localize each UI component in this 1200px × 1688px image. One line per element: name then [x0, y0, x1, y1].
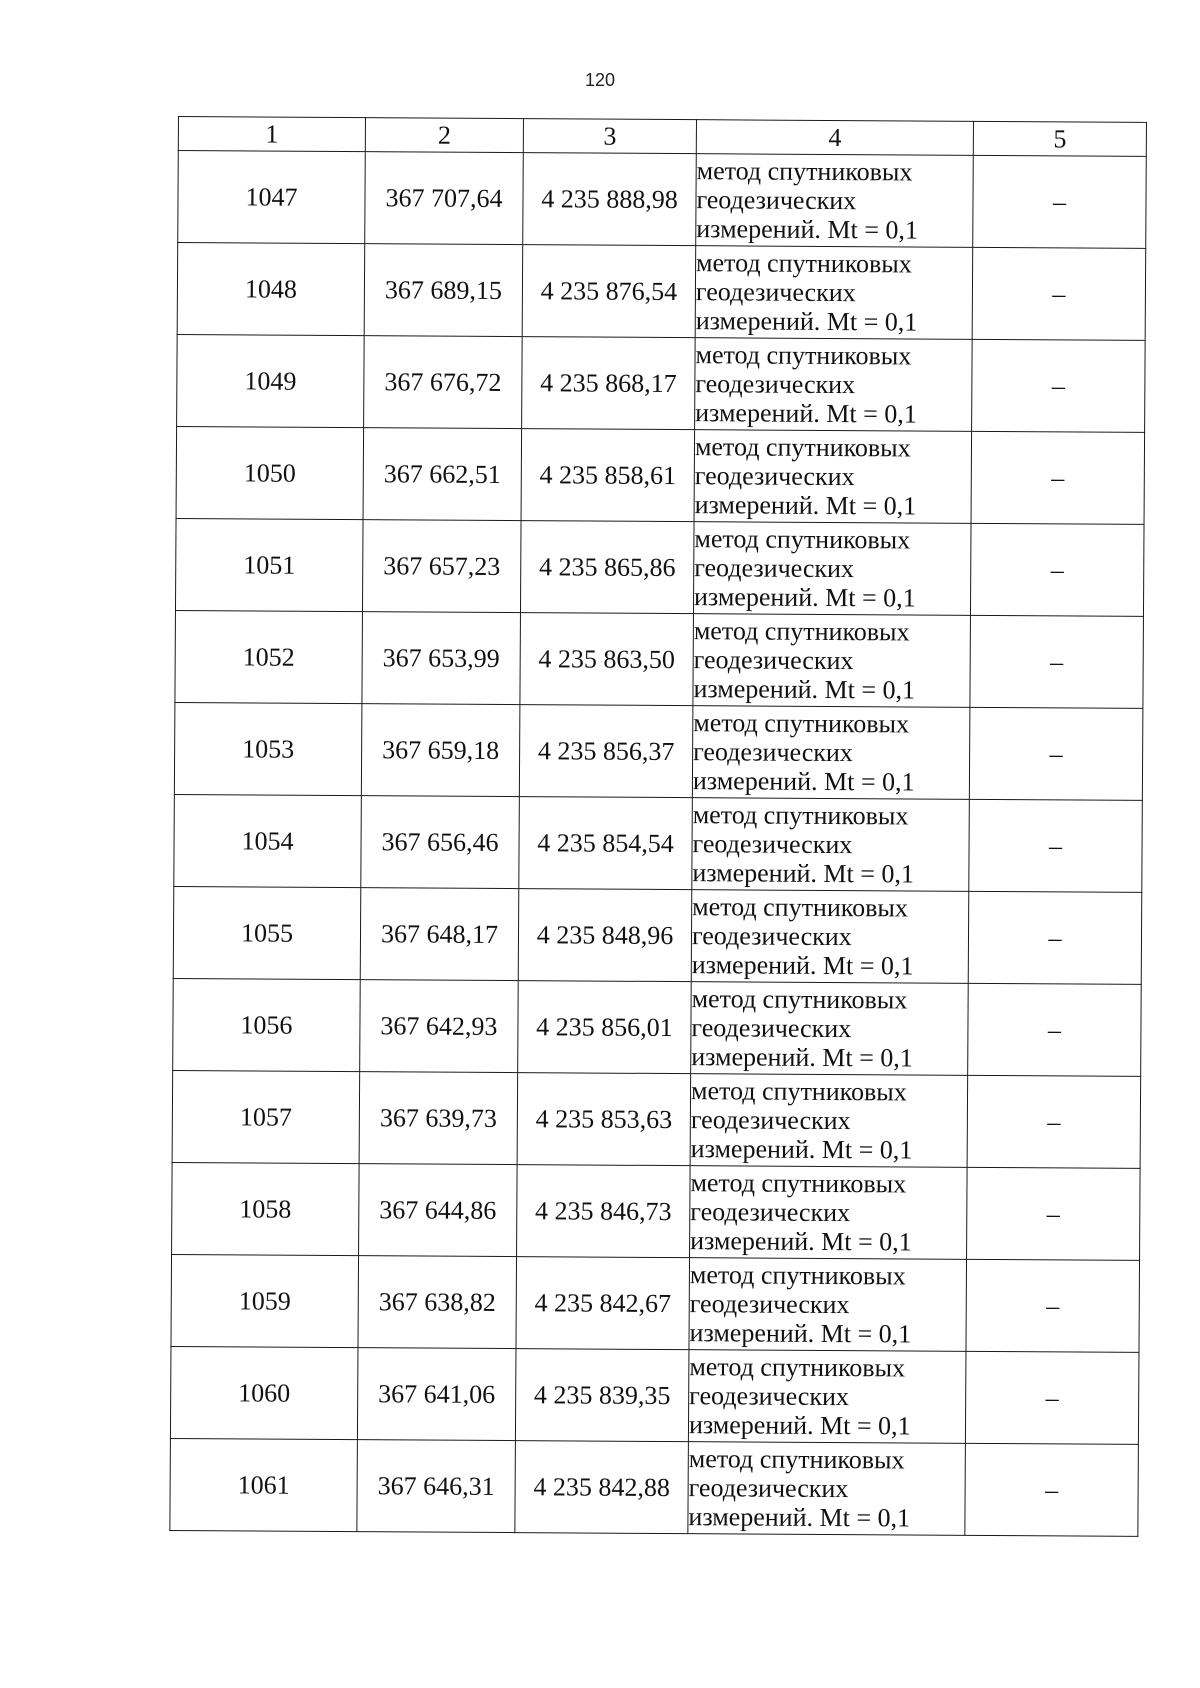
table-row [178, 151, 1147, 249]
point-number-cell: 1052 [175, 610, 363, 703]
point-number-cell: 1053 [174, 702, 362, 795]
point-number-cell: 1059 [171, 1254, 359, 1347]
y-coordinate-cell: 4 235 865,86 [520, 521, 694, 614]
method-cell: метод спутниковых геодезических измерений. Mt = 0,1 [691, 890, 969, 984]
table-body [170, 151, 1146, 1537]
method-cell: метод спутниковых геодезических измерений. Mt = 0,1 [689, 1258, 967, 1352]
y-coordinate-cell: 4 235 846,73 [517, 1165, 691, 1258]
x-coordinate-cell: 367 676,72 [364, 336, 523, 429]
method-cell: метод спутниковых геодезических измерений. Mt = 0,1 [696, 154, 974, 248]
point-number-cell: 1054 [174, 794, 362, 887]
column-header-method: 4 [696, 120, 973, 156]
method-cell: метод спутниковых геодезических измерений. Mt = 0,1 [693, 614, 971, 708]
mark-cell: – [968, 983, 1142, 1076]
x-coordinate-cell: 367 642,93 [360, 980, 519, 1073]
mark-cell: – [968, 891, 1142, 984]
point-number-cell: 1061 [170, 1438, 358, 1531]
table-row [176, 426, 1145, 524]
x-coordinate-cell: 367 638,82 [358, 1256, 517, 1349]
table-row [175, 610, 1144, 708]
y-coordinate-cell: 4 235 888,98 [523, 153, 697, 246]
x-coordinate-cell: 367 641,06 [357, 1348, 516, 1441]
column-header-mark: 5 [973, 121, 1146, 156]
y-coordinate-cell: 4 235 868,17 [522, 337, 696, 430]
y-coordinate-cell: 4 235 858,61 [521, 429, 695, 522]
point-number-cell: 1055 [173, 886, 361, 979]
x-coordinate-cell: 367 646,31 [357, 1440, 516, 1533]
table-row [171, 1254, 1140, 1352]
column-header-point-number: 1 [178, 117, 365, 152]
table-row [172, 1070, 1141, 1168]
table-row [173, 886, 1142, 984]
mark-cell: – [972, 247, 1146, 340]
method-cell: метод спутниковых геодезических измерений. Mt = 0,1 [688, 1442, 966, 1536]
y-coordinate-cell: 4 235 853,63 [517, 1073, 691, 1166]
table-row [177, 334, 1146, 432]
y-coordinate-cell: 4 235 876,54 [522, 245, 696, 338]
y-coordinate-cell: 4 235 839,35 [515, 1349, 689, 1442]
point-number-cell: 1050 [176, 426, 364, 519]
x-coordinate-cell: 367 653,99 [362, 612, 521, 705]
point-number-cell: 1057 [172, 1070, 360, 1163]
x-coordinate-cell: 367 648,17 [360, 888, 519, 981]
mark-cell: – [967, 1075, 1141, 1168]
point-number-cell: 1060 [170, 1346, 358, 1439]
method-cell: метод спутниковых геодезических измерений. Mt = 0,1 [694, 430, 972, 524]
table-row [170, 1346, 1139, 1444]
point-number-cell: 1049 [177, 334, 365, 427]
x-coordinate-cell: 367 689,15 [364, 244, 523, 337]
mark-cell: – [971, 431, 1145, 524]
column-header-x-coordinate: 2 [365, 118, 523, 153]
mark-cell: – [969, 799, 1143, 892]
table-row [175, 518, 1144, 616]
mark-cell: – [965, 1443, 1139, 1536]
table-row [173, 978, 1142, 1076]
mark-cell: – [970, 523, 1144, 616]
y-coordinate-cell: 4 235 863,50 [520, 613, 694, 706]
y-coordinate-cell: 4 235 854,54 [519, 797, 693, 890]
point-number-cell: 1048 [177, 243, 365, 336]
method-cell: метод спутниковых геодезических измерений. Mt = 0,1 [691, 982, 969, 1076]
x-coordinate-cell: 367 656,46 [361, 796, 520, 889]
point-number-cell: 1056 [173, 978, 361, 1071]
column-header-y-coordinate: 3 [523, 119, 696, 154]
mark-cell: – [973, 155, 1147, 248]
method-cell: метод спутниковых геодезических измерений. Mt = 0,1 [695, 338, 973, 432]
method-cell: метод спутниковых геодезических измерений. Mt = 0,1 [690, 1166, 968, 1260]
x-coordinate-cell: 367 644,86 [359, 1164, 518, 1257]
point-number-cell: 1058 [172, 1162, 360, 1255]
x-coordinate-cell: 367 659,18 [361, 704, 520, 797]
method-cell: метод спутниковых геодезических измерений. Mt = 0,1 [690, 1074, 968, 1168]
y-coordinate-cell: 4 235 848,96 [518, 889, 692, 982]
y-coordinate-cell: 4 235 842,88 [515, 1441, 689, 1534]
method-cell: метод спутниковых геодезических измерений. Mt = 0,1 [688, 1350, 966, 1444]
table-row [174, 794, 1143, 892]
mark-cell: – [965, 1351, 1139, 1444]
mark-cell: – [972, 339, 1146, 432]
y-coordinate-cell: 4 235 842,67 [516, 1257, 690, 1350]
method-cell: метод спутниковых геодезических измерений. Mt = 0,1 [692, 798, 970, 892]
point-number-cell: 1047 [178, 151, 366, 244]
x-coordinate-cell: 367 639,73 [359, 1072, 518, 1165]
method-cell: метод спутниковых геодезических измерений. Mt = 0,1 [692, 706, 970, 800]
point-number-cell: 1051 [175, 518, 363, 611]
method-cell: метод спутниковых геодезических измерений. Mt = 0,1 [693, 522, 971, 616]
mark-cell: – [967, 1167, 1141, 1260]
x-coordinate-cell: 367 662,51 [363, 428, 522, 521]
coordinates-table [169, 116, 1147, 1537]
y-coordinate-cell: 4 235 856,37 [519, 705, 693, 798]
x-coordinate-cell: 367 707,64 [365, 152, 524, 245]
method-cell: метод спутниковых геодезических измерений. Mt = 0,1 [695, 246, 973, 340]
y-coordinate-cell: 4 235 856,01 [518, 981, 692, 1074]
table-row [177, 243, 1146, 341]
table-row [170, 1438, 1139, 1536]
mark-cell: – [970, 615, 1144, 708]
table-row [174, 702, 1143, 800]
mark-cell: – [966, 1259, 1140, 1352]
mark-cell: – [969, 707, 1143, 800]
page-number: 120 [584, 70, 616, 90]
table-row [172, 1162, 1141, 1260]
x-coordinate-cell: 367 657,23 [362, 520, 521, 613]
